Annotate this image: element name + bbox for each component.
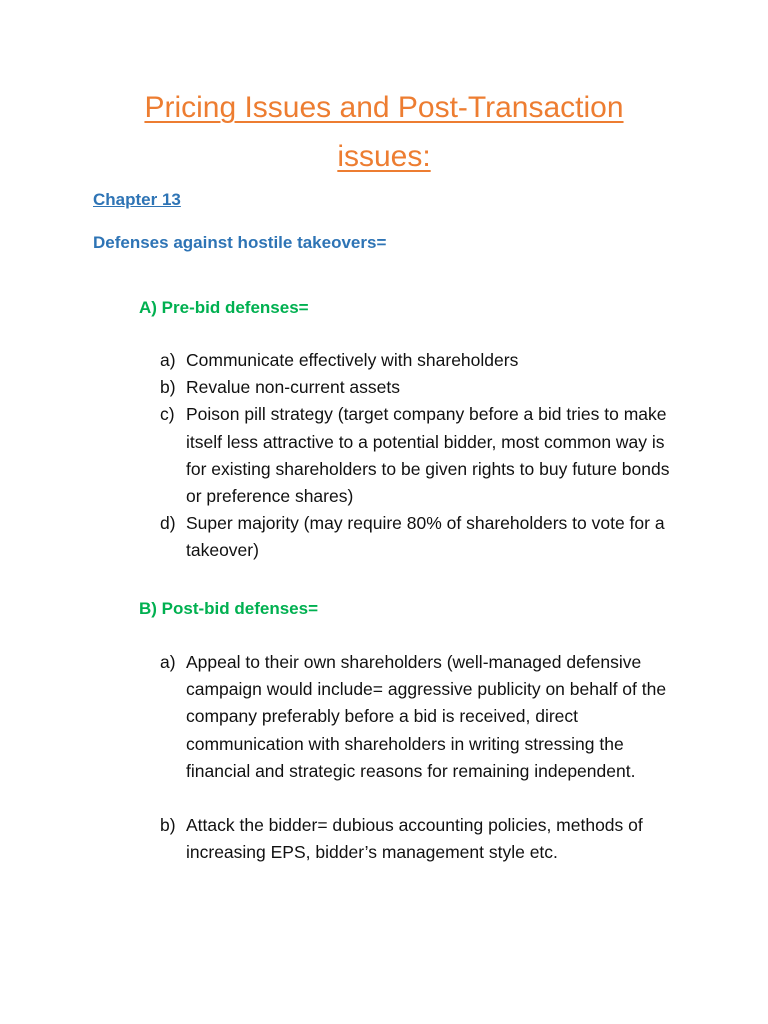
topic-heading: Defenses against hostile takeovers= (93, 233, 387, 252)
list-item (160, 347, 680, 374)
list-item (160, 649, 680, 785)
post-bid-defenses-list (160, 649, 680, 867)
list-item-text: Poison pill strategy (target company before a bid tries to make itself less attractive to a potential bidder, most common way is for existing shareholders to be given rights to buy future bonds or preference shares) (186, 404, 670, 507)
document-title-line-2: issues: (337, 140, 431, 173)
list-item-text: Super majority (may require 80% of shareholders to vote for a takeover) (186, 513, 665, 561)
document-title-line-1: Pricing Issues and Post-Transaction (144, 91, 624, 124)
list-item-text: Appeal to their own shareholders (well-managed defensive campaign would include= aggressive publicity on behalf of the company preferably before a bid is received, direct communication with shareholders in writing stressing the financial and strategic reasons for remaining independent. (186, 652, 667, 781)
section-heading-post-bid: B) Post-bid defenses= (139, 599, 319, 618)
list-item (160, 510, 680, 564)
list-item (160, 401, 680, 510)
list-marker: b) (160, 377, 176, 398)
list-marker: c) (160, 404, 175, 425)
list-marker: a) (160, 652, 176, 672)
list-item-text: Communicate effectively with shareholders (186, 350, 519, 370)
pre-bid-defenses-list (160, 347, 680, 565)
chapter-link[interactable]: Chapter 13 (93, 190, 181, 209)
list-marker: a) (160, 350, 176, 370)
list-item-text: Revalue non-current assets (186, 377, 400, 398)
section-heading-pre-bid: A) Pre-bid defenses= (139, 298, 309, 317)
list-marker: b) (160, 815, 176, 836)
list-item (160, 374, 680, 401)
list-item (160, 812, 680, 866)
list-item-text: Attack the bidder= dubious accounting policies, methods of increasing EPS, bidder’s management style etc. (186, 815, 643, 863)
list-marker: d) (160, 513, 176, 534)
